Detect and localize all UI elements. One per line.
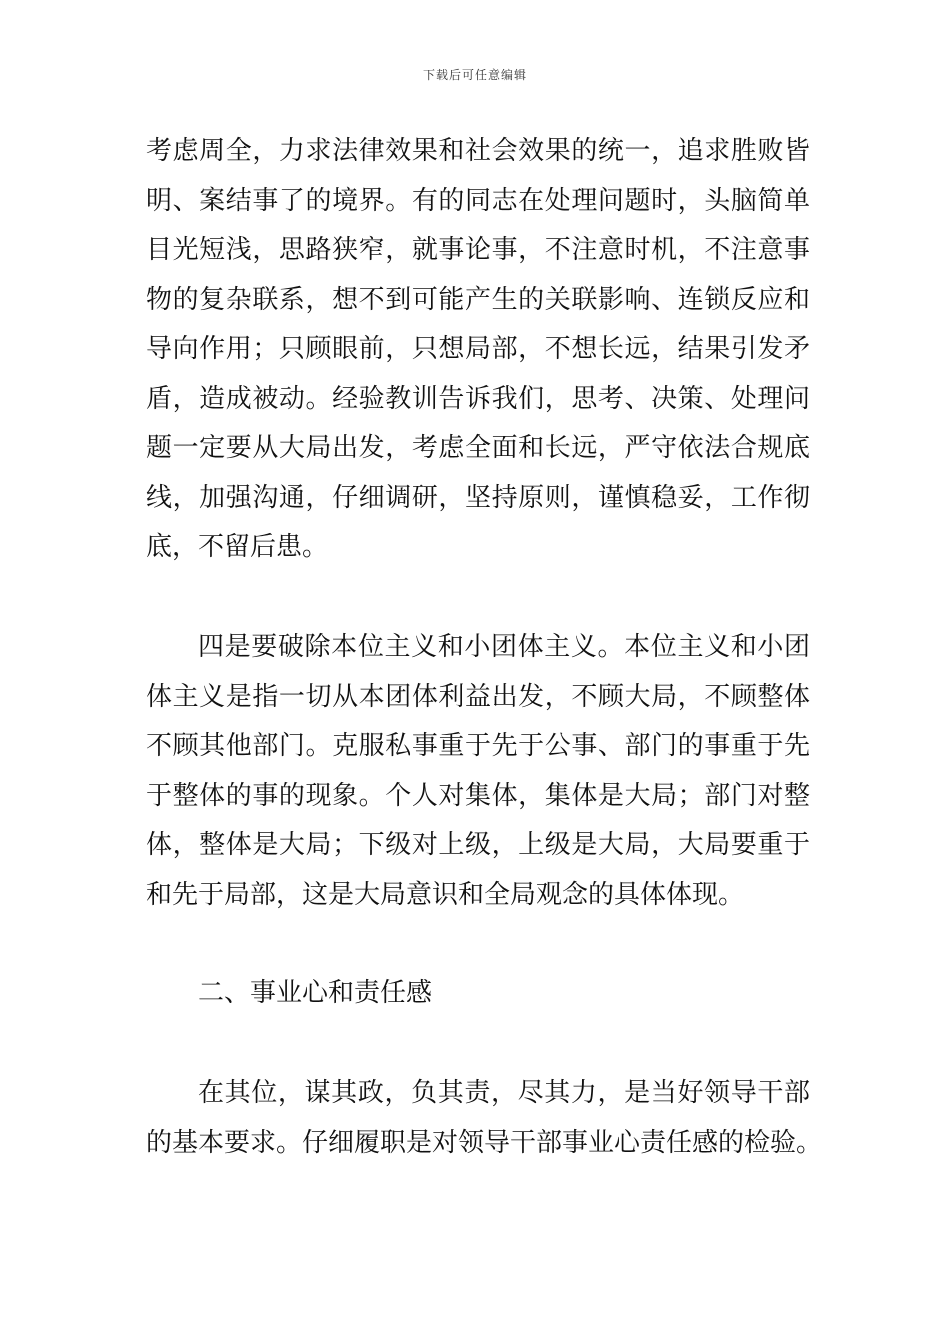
text-line: 考虑周全，力求法律效果和社会效果的统一，追求胜败皆 — [146, 136, 810, 166]
text-line: 明、案结事了的境界。有的同志在处理问题时，头脑简单 — [146, 185, 810, 216]
text-line: 题一定要从大局出发，考虑全面和长远，严守依法合规底 — [146, 433, 810, 463]
paragraph-responsibility — [146, 1069, 823, 1168]
header-note: 下载后可任意编辑 — [422, 68, 527, 82]
text-line: 于整体的事的现象。个人对集体，集体是大局；部门对整 — [146, 780, 810, 811]
paragraph-continuation — [146, 127, 810, 573]
text-line: 盾，造成被动。经验教训告诉我们，思考、决策、处理问 — [146, 383, 810, 414]
text-line: 体主义是指一切从本团体利益出发，不顾大局，不顾整体 — [146, 681, 810, 712]
text-line: 不顾其他部门。克服私事重于先于公事、部门的事重于先 — [146, 731, 810, 761]
text-line: 线，加强沟通，仔细调研，坚持原则，谨慎稳妥，工作彻 — [146, 482, 810, 513]
text-line: 导向作用；只顾眼前，只想局部，不想长远，结果引发矛 — [146, 334, 810, 364]
text-line: 的基本要求。仔细履职是对领导干部事业心责任感的检验。 — [146, 1127, 823, 1158]
paragraph-point-four — [146, 623, 810, 920]
text-line: 体，整体是大局；下级对上级，上级是大局，大局要重于 — [146, 830, 810, 860]
text-line: 和先于局部，这是大局意识和全局观念的具体体现。 — [146, 879, 745, 910]
section-heading: 二、事业心和责任感 — [198, 978, 433, 1008]
text-line: 底，不留后患。 — [146, 532, 329, 562]
text-line: 物的复杂联系，想不到可能产生的关联影响、连锁反应和 — [146, 284, 810, 315]
section-heading-block — [146, 969, 810, 1019]
text-line: 目光短浅，思路狭窄，就事论事，不注意时机，不注意事 — [146, 235, 810, 265]
text-line: 四是要破除本位主义和小团体主义。本位主义和小团 — [198, 632, 810, 662]
text-line: 在其位，谋其政，负其责，尽其力，是当好领导干部 — [198, 1078, 810, 1108]
